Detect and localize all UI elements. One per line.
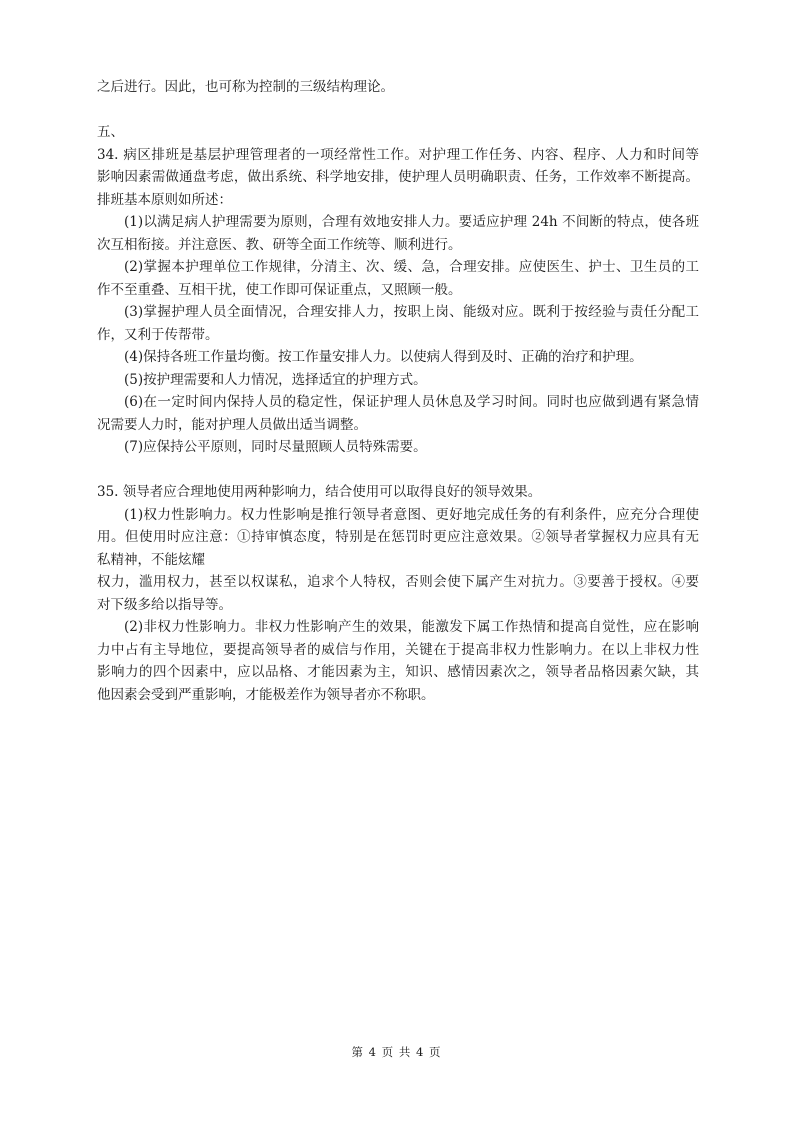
principle-1: (1)以满足病人护理需要为原则，合理有效地安排人力。要适应护理 24h 不间断的特点，使各班	[124, 214, 699, 230]
principle-5: (5)按护理需要和人力情况，选择适宜的护理方式。	[124, 371, 427, 388]
text-line: 作，又利于传帮带。	[97, 326, 219, 343]
text-line: 排班基本原则如所述：	[97, 191, 232, 208]
influence-1: (1)权力性影响力。权力性影响是推行领导者意图、更好地完成任务的有利条件，应充分合理使	[124, 506, 699, 523]
question-35-text: 35. 领导者应合理地使用两种影响力，结合使用可以取得良好的领导效果。	[97, 484, 542, 500]
principle-6: (6)在一定时间内保持人员的稳定性，保证护理人员休息及学习时间。同时也应做到遇有紧急情	[124, 394, 699, 410]
text-line: 力中占有主导地位，要提高领导者的威信与作用，关键在于提高非权力性影响力。在以上非权力性	[97, 641, 699, 658]
principle-7: (7)应保持公平原则，同时尽量照顾人员特殊需要。	[124, 439, 427, 455]
text-line: 影响力的四个因素中，应以品格、才能因素为主，知识、感情因素次之，领导者品格因素欠缺，其	[97, 664, 699, 680]
text-line: 用。但使用时应注意：①持审慎态度，特别是在惩罚时更应注意效果。②领导者掌握权力应具有无	[97, 529, 699, 545]
text-line: 次互相衔接。并注意医、教、研等全面工作统等、顺利进行。	[97, 236, 462, 253]
principle-2: (2)掌握本护理单位工作规律，分清主、次、缓、急，合理安排。应使医生、护士、卫生员的工	[124, 259, 699, 275]
text-line: 之后进行。因此，也可称为控制的三级结构理论。	[97, 79, 394, 95]
text-line: 影响因素需做通盘考虑，做出系统、科学地安排，使护理人员明确职责、任务，工作效率不断提高。	[97, 169, 699, 185]
text-line: 权力，滥用权力，甚至以权谋私，追求个人特权，否则会使下属产生对抗力。③要善于授权。④要	[97, 574, 699, 590]
section-heading: 五、	[97, 124, 124, 140]
text-line: 作不至重叠、互相干扰，使工作即可保证重点，又照顾一般。	[97, 281, 462, 298]
blank-line	[97, 99, 699, 122]
text-line: 况需要人力时，能对护理人员做出适当调整。	[97, 416, 367, 433]
page-number-footer: 第 4 页 共 4 页	[351, 1045, 442, 1059]
principle-4: (4)保持各班工作量均衡。按工作量安排人力。以使病人得到及时、正确的治疗和护理。	[124, 349, 643, 365]
principle-3: (3)掌握护理人员全面情况，合理安排人力，按职上岗、能级对应。既利于按经验与责任分配工	[124, 304, 699, 320]
document-body	[97, 76, 699, 706]
blank-line	[97, 459, 699, 482]
question-34-text: 34. 病区排班是基层护理管理者的一项经常性工作。对护理工作任务、内容、程序、人力和时间等	[97, 146, 699, 163]
influence-2: (2)非权力性影响力。非权力性影响产生的效果，能激发下属工作热情和提高自觉性，应在影响	[124, 619, 699, 635]
text-line: 他因素会受到严重影响，才能极差作为领导者亦不称职。	[97, 686, 435, 703]
text-line: 对下级多给以指导等。	[97, 596, 232, 613]
text-line: 私精神，不能炫耀	[97, 551, 205, 568]
